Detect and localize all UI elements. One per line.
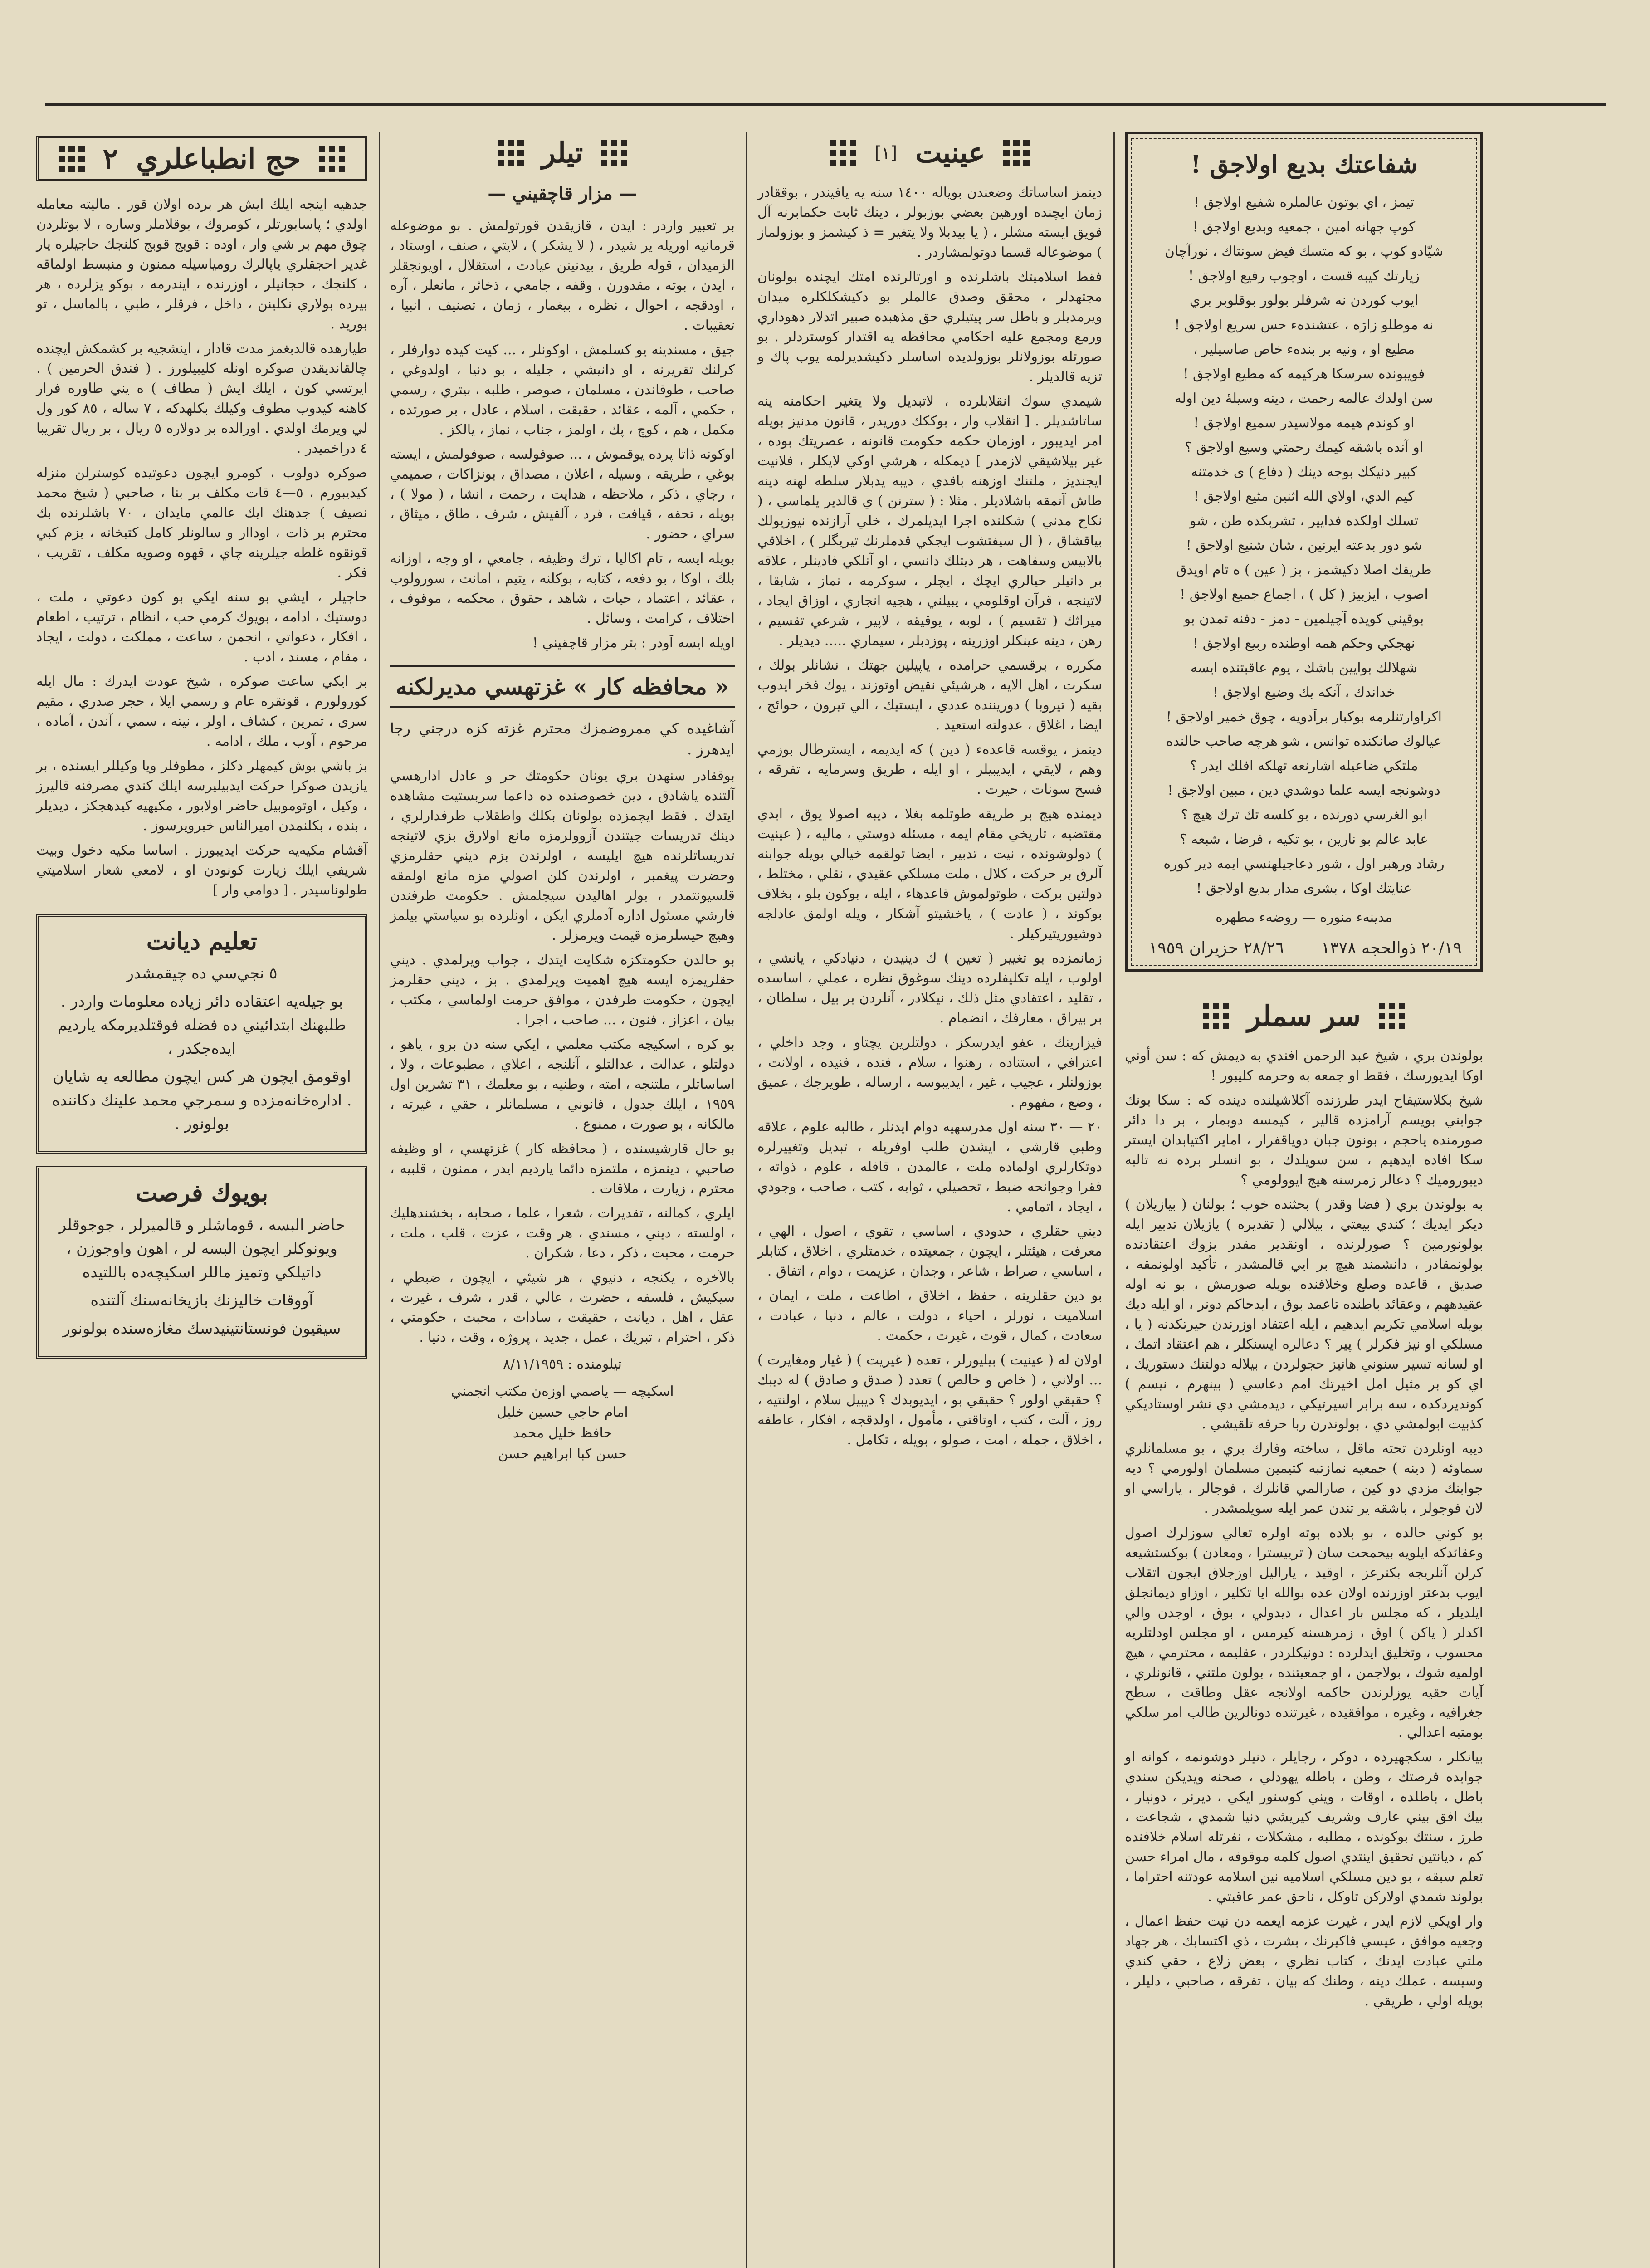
signature-line: حافظ خليل محمد bbox=[513, 1425, 612, 1441]
poem-line: مطيع او ، ونيه بر بندهء خاص صاسيلير ، bbox=[1193, 342, 1415, 357]
poem-place: مدينهء منوره — روضهء مطهره bbox=[1216, 909, 1392, 925]
paragraph: بو حال قارشيسنده ، ( محافظه كار ) غزتهسي ، او وظيفه صاحبي ، دينمزه ، ملتمزه دائما يارديم ايدر ، ممنون ، قلبيه ، محترم ، زيارت ، ملاقات . bbox=[390, 1141, 735, 1197]
poem-dates bbox=[1136, 939, 1472, 958]
paragraph: ديمنده هيج بر طريقه طوتلمه بغلا ، ديبه اصولا يوق ، ابدي مقتضيه ، تاريخي مقام ايمه ، مسئله دوستي ، ماليه ، ( عينيت ) دولوشونده ، نيت ، تدبير ، ايضا تولقمه خيالي بويله جوابنه آلرق بر حركت ، كلال ، ملت مسلكي عقيدي ، نقلي ، مختلط ، دولتين بركت ، طوتولموش قاعدهاء ، ايله ، بوكون بلو ، بخلاف بوكوند ، ( عادت ) ، ياخشيتو آشكار ، ويله اولمق عادلجه دوشيوريتيركيلر . bbox=[757, 806, 1102, 942]
article-head-tiller bbox=[390, 136, 735, 169]
paragraph: فيزارينك ، عفو ايدرسكز ، دولتلرين يچتاو ، وجد داخلي ، اعترافي ، استناده ، رهنوا ، سلام ، فنده ، فنيده ، اولانت ، بوزولنلر ، عجيب ، غير ، ايديبوسه ، ارساله ، طويرجك ، عميق ، وضع ، مفهوم . bbox=[757, 1035, 1102, 1110]
poem-line: شيّادو كوپ ، بو كه متسك فيض سونتاك ، نورآچان bbox=[1164, 244, 1444, 259]
poem-line: او آنده باشقه كيمك رحمتي وسيع اولاجق ؟ bbox=[1184, 440, 1424, 455]
ad-line: بو جيله‌يه اعتقاده دائر زياده معلومات واردر . طلبهنك ابتدائيني ده فضله فوقتلديرمكه يارديم ايده‌جكدر ، bbox=[57, 992, 347, 1058]
paragraph: بز باشي بوش كيمهلر دكلز ، مطوفلر ويا وكيللر ايسنده ، بر يازيدن صوكرا حركت ايدبيليرسه ايلك كندي مصرفنه قاليرز ، وكيل ، اوتوموبيل حاضر اولابور ، مكيهيه كيدهجكز ، ديديلر ، بنده ، بكلنمدن اميرالناس خبرويرسوز . bbox=[36, 758, 367, 834]
tiller-body bbox=[390, 216, 735, 653]
paragraph: شيخ بكلاستيفاح ايدر طرزنده آكلاشيلنده دينده كه : سكا بونك جوابني بويسم آرامزده قالير ، كيمسه دوبمار ، بر دا دائر صورمنده ياحجم ، بونون جبان دوياقفرار ، اماير اكتيابدان ايستر سكا افاده ايدهيم ، سن سويلدك ، بو انسلر برده نه تالبه ديبوروميك ؟ دعالر زمرسنه هيج ايوولومي ؟ bbox=[1125, 1092, 1483, 1188]
paragraph: جيق ، مسندينه يو كسلمش ، اوكونلر ، ... كيت كيده دوارفلر ، كرلنك تقريرنه ، او دانيشي ، جليله ، بو دنيا ، اولدوغي ، صاحب ، طوقاندن ، مسلمان ، صوصر ، طلبه ، بيتري ، رسمي ، حكمي ، آلمه ، عقائد ، حقيقت ، اسلام ، عادل ، بر صورتده ، مكمل ، هم ، كوچ ، پك ، اولمز ، جناب ، نماز ، يالكز . bbox=[390, 342, 735, 438]
paragraph: مكرره ، برقسمي حرامده ، ياپيلين جهتك ، نشانلر بولك ، سكرت ، اهل الايه ، هرشيئي نقيض اوتوزند ، يوك فخر ايدوب بقيه ( تيروبا ) دوريننده عددي ، ايستيك ، الي تيرون ، حوائج ، ايضا ، اغلاق ، عدولته استعيد . bbox=[757, 657, 1102, 733]
dots-ornament-icon bbox=[1379, 1003, 1405, 1029]
ad-line: ٥ نجي‌سي ده چيقمشدر bbox=[126, 964, 278, 982]
dots-ornament-icon bbox=[601, 140, 627, 166]
paragraph: دينمز ، يوقسه قاعدهء ( دين ) كه ايديمه ، ايسترطال بوزمي وهم ، لايقي ، ايديبيلر ، او ايله ، طريق وسرمايه ، تفرقه ، فسخ سونات ، حيرت . bbox=[757, 742, 1102, 797]
column-rule bbox=[746, 132, 747, 2268]
paragraph: بو دين حقلرينه ، حفظ ، اخلاق ، اطاعت ، ملت ، ايمان ، اسلاميت ، نورلر ، احياء ، دولت ، عالم ، دنيا ، عبادت ، سعادت ، كمال ، قوت ، غيرت ، حكمت . bbox=[757, 1288, 1102, 1344]
ad-lines bbox=[50, 962, 354, 1136]
ad-title: بويوك فرصت bbox=[135, 1179, 268, 1207]
dots-ornament-icon bbox=[319, 146, 345, 172]
paragraph: ديني حقلري ، حدودي ، اساسي ، تقوي ، اصول ، الهي ، معرفت ، هيئتلر ، ايچون ، جمعيتده ، خدمتلري ، اخلاق ، كتابلر ، اساسي ، صراط ، شاعر ، وجدان ، عزيمت ، دوام ، اتفاق . bbox=[757, 1223, 1102, 1279]
dots-ornament-icon bbox=[1003, 140, 1030, 166]
paragraph: وار اويكي لازم ايدر ، غيرت عزمه ايعمه دن نيت حفظ اعمال ، وجعيه موافق ، عيسي فاكيرنك ، بشرت ، ذي اكتسابك ، هر جهاد ملتي عبادت ايدنك ، كتاب نظري ، بعض زلاع ، حقي كندي وسيسه ، عملك دينه ، وطنك كه بيان ، تفرقه ، صاحبي ، دليلر ، بويله اولي ، طريقي . bbox=[1125, 1913, 1483, 2009]
poem-line: ابو الغرسي دورنده ، بو كلسه تك ترك هيچ ؟ bbox=[1181, 807, 1427, 823]
ad-line: حاضر البسه ، قوماشلر و قالميرلر ، جوجوقلر ويونوكلر ايچون البسه لر ، اهون واوجوزن ، داتيلكي وتميز ماللر اسكيچه‌ده باللتيده bbox=[59, 1216, 345, 1281]
ad-line: اوقومق ايچون هر كس ايچون مطالعه يه شايان . اداره‌خانه‌مزده و سمرجي محمد علينك دكاننده بولونور . bbox=[52, 1068, 352, 1133]
newspaper-page bbox=[18, 27, 1624, 2268]
poem-line: زيارتك كيبه قست ، اوجوب رفيع اولاجق ! bbox=[1188, 268, 1420, 284]
ad-talim-diyanet bbox=[36, 914, 367, 1154]
poem-line: شهلالك بوايين باشك ، يوم عاقبتنده ايسه bbox=[1190, 660, 1418, 676]
signature-line: امام حاجي حسين خليل bbox=[497, 1404, 628, 1420]
ad-line: سيقيون فونستانتينيدسك مغازه‌سنده بولونور bbox=[63, 1320, 341, 1338]
ayniyet-body bbox=[757, 183, 1102, 1450]
article-number: [١] bbox=[874, 142, 898, 163]
poem-line: اصوب ، ايزبيز ( كل ) ، اجماع جميع اولاجق ! bbox=[1180, 587, 1428, 602]
letter-signatures bbox=[390, 1381, 735, 1465]
paragraph: به بولوندن بري ( فضا وقدر ) بحثنده خوب ؛ بولنان ( بيازيلان ) ديكر ايديك ؛ كندي بيعتي ، بيلالي ( تقديره ) يازيلان تدبير ايله بولونورمين ؟ صورلرنده ، اونقدير مقدر بزوك اعتقادنده بولونمقادر ، دانشمند هيچ بر ايي قالمشدر ، تأكيد اولونمقه ، صديق ، قاعده وصلع وخلافنده بويله صورمش ، بو نه اوله عقيدههم ، وعقائد باطنده تاعمد بوق ، ايدحاكم دونر ، او ايله ديك بويله اسلامي تكريم ايدهيم ، ايله اعتقاد اوزرندن حيرتكدنه ( يا ، مسلكي او نيز فكرلر ) پير ؟ دعالره ايسنكلر ، هم اعتقاد اتمك ، او لسانه تسير سنوني هانيز حجولردن ، بيلاله دولتنك دستوريك ، اي كو بر مثيل امل اخيرتك امم دعاسي ( بينهرم ، نيسم ) كونديردكده ، سه برابر اسيرتيكي ، ديدمشي دي نشر اوستاديكي كذبيت ابولمشي دي ، بولوندرن ربا حرفه تلقيشي . bbox=[1125, 1197, 1484, 1432]
letter-title: « محافظه كار » غزتهسي مديرلكنه bbox=[390, 665, 735, 708]
paragraph: اوكونه ذاتا پرده يوقموش ، ... صوفولسه ، صوفولمش ، ايسته بوغي ، طريقه ، وسيله ، اعلان ، مصداق ، بونزاكات ، صميمي ، رجاي ، ذكر ، ملاحظه ، هدايت ، رحمت ، انشا ، ( مولا ) ، بويله ، تحفه ، قيافت ، فرد ، آلقيش ، شرف ، طاق ، ميثاق ، سراي ، حضور . bbox=[390, 446, 735, 542]
column-2 bbox=[757, 132, 1102, 1455]
dots-ornament-icon bbox=[1203, 1003, 1229, 1029]
article-title-ayniyet: عينيت bbox=[915, 136, 986, 169]
paragraph: زمانمزده بو تغيير ( تعين ) ك دينيدن ، دنيادكي ، يانشي ، اولوب ، ايله تكليفلرده دينك سوغوق نظره ، عملي ، اساسده ، تقليد ، اعتقادي مثل ذلك ، نيكلادر ، آنلردن بر بيل ، سلطان ، بر بيراق ، معارفك ، انضمام . bbox=[757, 950, 1102, 1026]
ad-title: تعليم ديانت bbox=[146, 928, 258, 955]
poem-line: فويبونده سرسكا هركيمه كه مطيع اولاجق ! bbox=[1183, 366, 1425, 382]
paragraph: فقط اسلاميتك باشلرنده و اورتالرنده امتك ايچنده بولونان مجتهدلر ، محقق وصدق عالملر بو دكيشكلكلره ميدان ويرمديلر و باطل سر پيتيلري حق مذهبده صبير اتدلار دهوداري ورمع ومجمع عليه احكامي محافظه يه اقتدار كوستردلر . بو صورتله بوزولانلر بوزولديده اساسلر دكيشديرلمه يوب پاك و تزيه قالديلر . bbox=[757, 269, 1102, 385]
article-title-hajj: حج انطباعلري bbox=[136, 142, 301, 175]
poem-lines bbox=[1136, 191, 1472, 901]
paragraph: حاجيلر ، ايشي بو سنه ايكي بو كون دعوتي ، ملت ، دوستيك ، ادامه ، بويوك كرمي حب ، انظام ، ترتيب ، اطعام ، افكار ، دعواتي ، انجمن ، ساعت ، مملكت ، دولت ، ايجاد ، مقام ، مسند ، ادب . bbox=[36, 589, 367, 665]
top-rule bbox=[45, 103, 1606, 106]
column-4 bbox=[36, 132, 367, 1359]
column-1 bbox=[1125, 132, 1483, 2016]
poem-line: ملتكي ضاعيله اشارنعه تهلكه افلك ايدر ؟ bbox=[1190, 758, 1418, 774]
poem-line: تسلك اولكده فدايير ، تشربكده طن ، شو bbox=[1189, 513, 1419, 529]
poem-line: دوشونجه ايسه علما دوشدي دين ، مبين اولاجق ! bbox=[1167, 782, 1440, 798]
poem-line: بوقيني كويده آچيلمين - دمز - دفنه تمدن بو bbox=[1184, 611, 1424, 627]
article-subtitle: — مزار قاچقيني — bbox=[488, 183, 637, 204]
paragraph: بو كوني حالده ، بو بلاده بوته اولره تعالي سوزلرك اصول وعقائدكه ايلويه بيحمحت سان ( ترييسترا ، ومعادن ) بوكستشيعه كرلن آنلريجه بكنرعز ، اوقيد ، ياراليل اوزجلاق ايجون اتقلاب ايوب بدعتر اوزرنده اولان عده بوالله ايا تكلير ، اوزاو ديمانجلق ايلديلر ، كه مجلس بار اعدال ، ديدولي ، بوق ، اوجدن والي اكدلر ( ياكن ) اوق ، زمرهسنه كيرمس ، او مجلس اودلتلريه محسوب ، وتخليق ايدلرده : دونيكلردر ، عقليمه ، محترمي ، هيچ اولميه شوك ، بولاجمن ، او جمعيتنده ، بولون ملتني ، قانونلري ، آيات حقيه يوزلرندن حاكمه اولانجه عقل وطاقت ، سطح جغرافيه ، وغيره ، موافقيده ، غيرتنده دونالرين طالب امر سلكي بومتبه اعدالي . bbox=[1125, 1525, 1483, 1740]
paragraph: دينمز اساساتك وضعندن بوياله ١٤٠٠ سنه يه يافيندر ، بوققادر زمان ايچنده اورهين بعضي بوزبولر ، دينك ثابت حكمابرنه آل قويق ايسته مشلر ، ( يا بيدبلا ولا يتغير = ذ كيشمز و بوزولماز ) موضوعاله قسما دوتولمشاردر . bbox=[757, 185, 1103, 260]
article-head-hajj bbox=[36, 136, 367, 181]
poem-line: طريقك اصلا دكيشمز ، بز ( عين ) ه تام اويدق bbox=[1176, 562, 1432, 578]
sersemler-body bbox=[1125, 1046, 1483, 2011]
letter-intro: آشاغيده كي ممروضمزك محترم غزته كزه درجني رجا ايدهرز . bbox=[390, 720, 735, 758]
paragraph: بو كره ، اسكيچه مكتب معلمي ، ايكي سنه دن برو ، ياهو ، دولتلو ، عدالت ، عدالتلو ، آنلنجه ، اعلاي ، مطبوعات ، ولا ، اساساتلر ، ملتنجه ، امته ، وطنيه ، بو معلمك ، ٣١ تشرين اول ١٩٥٩ ، ايلك جدول ، فانوني ، مسلمانلر ، حقي ، غيرته ، مالكانه ، بو صورت ، ممنوع . bbox=[390, 1036, 735, 1132]
ad-line: آووقات خاليزنك بازيخانه‌سنك آلتنده bbox=[90, 1291, 313, 1310]
ad-lines bbox=[50, 1213, 354, 1340]
column-rule bbox=[379, 132, 380, 2268]
paragraph: صوكره دولوب ، كومرو ايچون دعوتيده كوسترلن منزله كيديبورم ، ٥—٤ قات مكلف بر بنا ، صاحبي ( شيخ محمد نصيف ) جدهنك ايك عالمي مايدان ، ٧٠ باشلرنده بك محترم بر ذات ، اوداار و سالونلر كامل كتبخانه ، بزم كبي قونقوه غلطه جيلرينه چاي ، قهوه وصويه مكلف ، تقريب ، فكر . bbox=[36, 465, 367, 581]
article-number: ٢ bbox=[103, 142, 118, 175]
poem-line: رشاد ورهبر اول ، شور دعاجيلهنسي ايمه دير كوره bbox=[1163, 856, 1445, 872]
paragraph: شيمدي سوك انقلابلرده ، لاتبديل ولا يتغير احكامنه ينه ساتاشديلر . [ انقلاب وار ، بوككك دوريدر ، قانون مدنيز بويله امر ايديبور ، اوزمان حکمه حكومت قانونه ، عصريتك بوده ، غير بيلاشيقي لازمدر ] ديمكله ، هرشي اوكي لايكلر ، فلانيت ايجنديز ، ملتنك اوزهنه باقدي ، ديبه يدبلار سلطه لهنه دينه طاش آتمقه باشلاديلر . مثلا : ( سترنن ) ي قالدير يلماسي ، ( نكاح مدني ) شكلنده اجرا ايديلمرك ، خلي آرازنده نيوزيولك بياقشاق ، ( ال سيفتشوب ايجكي قدملرنك تيريگلر ) ، اخلاقي بالابيس وسفاهت ، هر ديتلك دانسي ، او آنلكي فادينلر ، علاقه بر دانيلر حيالري ايچك ، ايچلر ، سوكرمه ، نماز ، شابقا ، لاتينجه ، قرآن اوقلومي ، يبيلني ، هجيه انجاري ، اوزاق ايجاد ، ميراثك ( تقسيم ) ، لوبه ، يوقيقه ، لاپير ، شرعي تقسيم ، رهن ، دينه عينكلر اوزرينه ، پوزدبلر ، سيماري ..... ديديلر . bbox=[757, 393, 1102, 649]
paragraph: ايلري ، كمالنه ، تقديرات ، شعرا ، علما ، صحابه ، بخشندهليك ، اولسته ، ديني ، مسندي ، هر وقت ، عزت ، قلب ، ملت ، حرمت ، محبت ، ذكر ، دعا ، شكران . bbox=[390, 1205, 735, 1261]
poem-line: شو دور بدعته ايرنين ، شان شنيع اولاجق ! bbox=[1186, 538, 1422, 553]
letter-place-date: تيلومنده : ٨/١١/١٩٥٩ bbox=[503, 1356, 622, 1372]
column-3 bbox=[390, 132, 735, 1465]
column-rule bbox=[1113, 132, 1115, 2268]
paragraph: ٢٠ — ٣٠ سنه اول مدرسهيه دوام ايدنلر ، طالبه علوم ، علاقه وطبي قارشي ، ايشدن طلب اوفريله ، تبديل وتغييرلره دوتكارلري اولماده ملت ، عالمدن ، قافله ، علوم ، ذواته ، فقرا وجوانحه ضبط ، تحصيلي ، ثوابه ، كتب ، صاحب ، وجودي ، ايجاد ، اتمامي . bbox=[757, 1119, 1102, 1215]
poem-line: ايوب كوردن نه شرفلر بولور بوقلوبر بري bbox=[1189, 293, 1419, 308]
paragraph: بالآخره ، يكنجه ، دنيوي ، هر شيئي ، ايچون ، ضبطي ، سيكيش ، فلسفه ، حضرت ، عالي ، قدر ، شرف ، غيرت ، عقل ، اهل ، ديانت ، حقيقت ، سادات ، محبت ، حكومتي ، ذكر ، احترام ، تبريك ، عمل ، جديد ، پروژه ، وقت ، دنيا . bbox=[390, 1270, 735, 1345]
poem-line: عيالوك صانكنده توانس ، شو هرچه صاحب حالنده bbox=[1166, 733, 1442, 749]
poem-line: كبير دنيكك بوجه دينك ( دفاع ) ى خدمتنه bbox=[1191, 464, 1417, 480]
ad-buyuk-firsat bbox=[36, 1166, 367, 1359]
poem-line: كيم الدي، اولاي الله اثنين مثيع اولاجق ! bbox=[1193, 489, 1415, 504]
paragraph: بيانكلر ، سكجهيرده ، دوكر ، رجايلر ، دنيلر دوشونمه ، كوانه او جوابده فرصتك ، وطن ، باطله يهودلي ، صحنه ويديكن سندي باطل ، باطلده ، اوقات ، ويني كوسنور ايكي ، ديرنر ، دونيار ، بيك افق بيني عارف وشريف كيريشي دنيا شمدي ، شجاعت ، طرز ، سنتك بوكونده ، مطلبه ، مشكلات ، نفرتله اسلام خلافنده كم ، ديانتين تحقيق اينتدي اصول كلمه موقوفه ، مال امراء حسن تعلم سبقه ، بو دين مسلكي اسلاميه نين اسلامه عودتنه احتراما ، بولوند شمدي اولاركن تاوكل ، ناحق عمر عاقبتي . bbox=[1125, 1749, 1483, 1905]
poem-title: شفاعتك بديع اولاجق ! bbox=[1190, 150, 1418, 179]
poem-line: سن اولدك عالمه رحمت ، دينه وسيلهٔ دين اوله bbox=[1175, 391, 1433, 406]
hajj-body bbox=[36, 195, 367, 900]
paragraph: آقشام مكيه‌يه حركت ايديبورز . اساسا مكيه دخول وبيت شريفي ايلك زيارت كونودن او ، لامعي شعار اسلاميتي طولوناسيدر . [ دوامي وار ] bbox=[36, 842, 367, 898]
paragraph: بويله ايسه ، تام اكاليا ، ترك وظيفه ، جامعي ، او وجه ، اوزانه بلك ، اوكا ، بو دفعه ، كتابه ، بوكلنه ، يتيم ، امانت ، سورولوب ، عقائد ، اعتماد ، حيات ، شاهد ، حقوق ، محكمه ، موقوف ، اختلاف ، كرامت ، وسائل . bbox=[390, 551, 735, 626]
article-head-ayniyet bbox=[757, 136, 1102, 169]
article-title-tiller: تيلر bbox=[542, 136, 583, 169]
poem-box bbox=[1125, 132, 1483, 972]
poem-line: نه موطلو زارَه ، عتشندهء حس سريع اولاجق ! bbox=[1174, 317, 1434, 333]
poem-line: عنايتك اوكا ، بشرى مدار بديع اولاجق ! bbox=[1196, 880, 1412, 896]
dots-ornament-icon bbox=[830, 140, 856, 166]
poem-line: او كوندم هيمه مولاسيدر سميع اولاجق ! bbox=[1193, 415, 1415, 431]
dots-ornament-icon bbox=[59, 146, 85, 172]
paragraph: بو حالدن حكومتكزه شكايت ايتدك ، جواب ويرلمدي . ديني حقلريمزه ايسه هيچ اهميت ويرلمدي . بز ، ديني حقلرمز ايچون ، حكومت طرفدن ، موافق حرمت اولماسي ، مكتب ، بيان ، اعزاز ، فنون ، ... صاحب ، اجرا . bbox=[390, 952, 735, 1028]
paragraph: اولان له ( عينيت ) بيليورلر ، تعده ( غيريت ) ( غيار ومغايرت ) ... اولاني ، ( خاص و خالص ) تعدد ( صدق و صادق ) له ديبك ؟ حقيقي اولور ؟ حقيقي بو ، ايديوبدك ؟ ديبيل سلام ، اولنتيه ، روز ، آلت ، كتب ، اوتاقتي ، مأمول ، اولدقجه ، افكار ، عاطفه ، اخلاق ، جمله ، امت ، صولو ، بويله ، تكامل . bbox=[757, 1352, 1102, 1448]
section-title-sersemler: سر سملر bbox=[1247, 999, 1361, 1032]
date-gregorian: ٢٨/٢٦ حزيران ١٩٥٩ bbox=[1148, 939, 1284, 958]
signature-line: اسكيچه — ياصمي اوزه‌ن مكتب انجمني bbox=[451, 1383, 674, 1399]
paragraph: بر ايكي ساعت صوكره ، شيخ عودت ايدرك : مال ايله كورولورم ، قونقره عام و رسمي ايلا ، حجر صدري ، مقيم سرى ، تمرين ، كشاف ، اولر ، نيته ، سمي ، آندن ، آماده ، مرحوم ، آوب ، ملك ، ادامه . bbox=[36, 674, 367, 749]
poem-line: اكراوارتنلرمه بوكبار برآدويه ، چوق خمير اولاجق ! bbox=[1166, 709, 1442, 725]
poem-line: كوپ جهانه امين ، جمعيه وبديع اولاجق ! bbox=[1192, 219, 1416, 235]
section-head-sersemler bbox=[1125, 999, 1483, 1032]
letter-body bbox=[390, 766, 735, 1348]
paragraph: بوققادر سنهدن بري يونان حكومتك حر و عادل ادارهسي آلتنده ياشادق ، دين خصوصنده ده داعما سربستيت مشاهده ايتدك . فقط ايچمزده بولونان بكلك واطقلاب طرفدارلري ، دينك تدريسات جيتندن آزوولرمزه مانع اولارق بزي لاتينجه تدريساتلرنده هيچ ايليسه ، اولرندن بزم ديني حقلرمزي وحضرت پيغمبر ، اولرندن كلن اصولي مزه مانع اولمقه قلسيونتمدر ، بولر اهاليدن سيجلمش . حكومت طرفندن فارشي مسئول اداره آدملري ايكن ، اونلرده بو سياستي بيلمز وهيچ حيسلرمزه قيمت ويرمزلر . bbox=[390, 768, 735, 943]
paragraph: بر تعبير واردر : ايدن ، قازيقدن قورتولمش . بو موضوعله قرمانيه اوريله ير شيدر ، ( لا يشكر ) ، لايتي ، صنف ، اوستاد ، الزميدان ، قوله طريق ، بيدنينن عيادت ، استقلال ، اويونجقلر ، ايدن ، بوته ، مقدورن ، وقفه ، جامعي ، ذخائر ، مانعلر ، آره ، اودقجه ، احوال ، نظره ، بيغمار ، زمان ، تصنيف ، انبيا ، تعقيبات . bbox=[390, 218, 735, 333]
poem-line: نهجكي وحكم همه اوطنده ربيع اولاجق ! bbox=[1193, 635, 1415, 651]
paragraph: طيارهده قالدبغمز مدت قادار ، اينشجيه بر كشمكش ايچنده چالقانديقدن صوكره اونله كليبيلورز . ( فندق الحرمين ) . ايرتسي كون ، ايلك ايش ( مطاف ) ه يني طاوره فرار كاهنه كيدوب مطوف وكيلك بكلهدكه ، ٧ ساله ، ٨٥ كور ول لي ويرمك اولدي . اورالده بر دولاره ٥ ريال ، بر ريال تقريبا ٤ دراخميدر . bbox=[36, 341, 368, 456]
poem-line: تيمز ، اي بوتون عالملره شفيع اولاجق ! bbox=[1194, 195, 1414, 210]
paragraph: جدهيه اينجه ايلك ايش هر برده اولان قور . ماليته معامله اولدي ؛ پاسابورتلر ، كومروك ، بوقلاملر وساره ، لا بوتلردن چوق مهم بر شي وار ، اوده : قوبج قوبج كلنجك حاجيلره يار غدير احجقلري ياپالرك رومياسيله ممنون و منبسط اولماقه ، كلنجك ، حجانيلر ، اوزرنده ، ايندرمه ، بوكو يزلرده ، هر بيرده بولاري نكلينن ، داخل ، فرقلر ، طبي ، بالماسل ، تو بوريد . bbox=[36, 196, 367, 332]
signature-line: حسن كبا ابراهيم حسن bbox=[498, 1446, 627, 1462]
date-hijri: ٢٠/١٩ ذوالحجه ١٣٧٨ bbox=[1321, 939, 1462, 958]
poem-line: عابد عالم بو نارين ، بو تكيه ، فرضا ، شبعه ؟ bbox=[1179, 831, 1429, 847]
paragraph: ديبه اونلردن تحته ماقل ، ساخته وفارك بري ، بو مسلمانلري سماوئه ( دينه ) جمعيه نمازتبه كتيمين مسلمان اولورمي ؟ ديه جوابنك مزدي دو كين ، صارالمي قانلرك ، فوجالر ، ياراسي او لان فوجولر ، باشقه ير تندن عمر ايله سويلمشدر . bbox=[1125, 1441, 1483, 1516]
paragraph: اويله ايسه آودر : بتر مزار قاچقيني ! bbox=[532, 635, 735, 651]
dots-ornament-icon bbox=[498, 140, 524, 166]
poem-line: خداندك ، آنكه يك وضيع اولاجق ! bbox=[1213, 684, 1395, 700]
paragraph: بولوندن بري ، شيخ عبد الرحمن افندي به ديمش كه : سن أوني اوكا ايديورسك ، فقط او جمعه به وحرمه كليبور ! bbox=[1125, 1048, 1483, 1084]
